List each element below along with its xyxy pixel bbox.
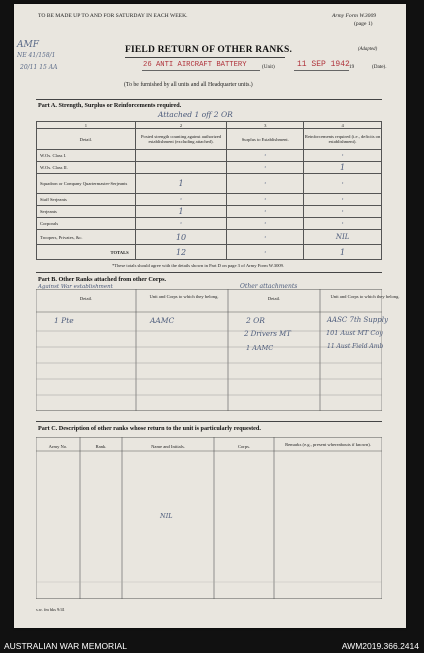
surplus-value: ·	[227, 174, 304, 194]
column-header: Detail.	[79, 296, 93, 301]
entry-detail: 1 AAMC	[246, 344, 274, 352]
form-page	[14, 4, 406, 628]
reinf-value: NIL	[304, 230, 382, 245]
part-a-table	[36, 121, 382, 260]
total-posted: 12	[135, 245, 227, 260]
total-surplus: ·	[227, 245, 304, 260]
reinf-value: ·	[304, 206, 382, 218]
entry-unit: 101 Aust MT Coy	[326, 329, 383, 337]
caption-right: AWM2019.366.2414	[341, 641, 419, 651]
surplus-value: ·	[227, 218, 304, 230]
caption-left: AUSTRALIAN WAR MEMORIAL	[4, 641, 127, 651]
surplus-value: ·	[227, 150, 304, 162]
table-row	[37, 150, 382, 162]
row-detail: Staff Serjeants	[37, 194, 136, 206]
row-detail: Squadron or Company Quartermaster-Serjeants	[37, 174, 136, 194]
table-row	[37, 174, 382, 194]
part-b-annotation-right: Other attachments	[240, 283, 298, 290]
row-detail: Corporals	[37, 218, 136, 230]
date-rule	[294, 70, 349, 71]
surplus-value: ·	[227, 230, 304, 245]
date-stamp: 11 SEP 1942	[297, 60, 350, 69]
table-row	[37, 162, 382, 174]
form-title: FIELD RETURN OF OTHER RANKS.	[125, 45, 293, 55]
title-underline	[125, 57, 285, 58]
reinf-value: ·	[304, 150, 382, 162]
part-c-top-rule	[36, 421, 382, 422]
margin-note-1: AMF	[17, 40, 39, 50]
part-a-title: Part A. Strength, Surplus or Reinforcements required.	[38, 102, 182, 109]
totals-label: TOTALS	[37, 245, 136, 260]
entry-detail: 2 OR	[246, 316, 265, 325]
adapted-note: (Adapted)	[358, 47, 378, 52]
posted-value: 1	[135, 174, 227, 194]
column-header: Remarks (e.g., present whereabouts if known).	[285, 442, 371, 447]
column-header: Rank.	[95, 444, 107, 449]
part-b-grid	[36, 289, 382, 411]
row-detail: W.Os. Class II.	[37, 162, 136, 174]
column-header: Surplus to Establishment.	[227, 129, 304, 150]
print-code: s.w. fm bks 9/41	[36, 607, 65, 612]
page-number: (page 1)	[354, 21, 373, 27]
entry-unit: AAMC	[150, 316, 175, 325]
entry-unit: 11 Aust Field Amb	[327, 343, 384, 350]
surplus-value: ·	[227, 162, 304, 174]
posted-value: ·	[135, 194, 227, 206]
part-c-grid	[36, 437, 382, 599]
table-row	[37, 206, 382, 218]
reinf-value: ·	[304, 218, 382, 230]
date-label: (Date).	[372, 64, 387, 70]
part-b-top-rule	[36, 272, 382, 273]
part-a-top-rule	[36, 99, 382, 100]
unit-stamp: 26 ANTI AIRCRAFT BATTERY	[143, 61, 247, 69]
army-form-number: Army Form W.3009	[332, 13, 377, 19]
furnish-note: (To be furnished by all units and all Headquarter units.)	[124, 82, 253, 88]
part-b-title: Part B. Other Ranks attached from other Corps.	[38, 276, 167, 283]
column-header: Name and Initials.	[151, 444, 185, 449]
posted-value: 10	[135, 230, 227, 245]
entry-unit: AASC 7th Supply	[327, 316, 388, 324]
table-row	[37, 194, 382, 206]
posted-value	[135, 162, 227, 174]
col-number: 3	[227, 122, 304, 129]
part-a-annotation: Attached 1 off 2 OR	[158, 110, 233, 119]
reinf-value: 1	[304, 162, 382, 174]
surplus-value: ·	[227, 194, 304, 206]
part-c-entry: NIL	[160, 512, 173, 520]
total-reinf: 1	[304, 245, 382, 260]
posted-value: 1	[135, 206, 227, 218]
posted-value	[135, 150, 227, 162]
reinf-value: ·	[304, 194, 382, 206]
table-row	[37, 230, 382, 245]
col-number: 2	[135, 122, 227, 129]
column-header: Reinforcements required (i.e., deficits on establishment).	[304, 129, 382, 150]
table-row	[37, 218, 382, 230]
totals-footnote: *These totals should agree with the details shown in Part D on page 3 of Army Form W.3009.	[112, 263, 285, 268]
entry-detail: 1 Pte	[54, 316, 74, 325]
margin-note-2: NE 41/158/1	[17, 52, 56, 59]
part-b-annotation-left: Against War establishment	[38, 284, 113, 290]
column-header: Unit and Corps to which they belong.	[330, 294, 400, 299]
column-header: Army No.	[48, 444, 68, 449]
year-prefix: 19	[349, 64, 355, 70]
totals-row	[37, 245, 382, 260]
column-header: Corps.	[237, 444, 251, 449]
col-number: 1	[37, 122, 136, 129]
reinf-value: ·	[304, 174, 382, 194]
archive-caption	[0, 633, 424, 653]
posted-value: ·	[135, 218, 227, 230]
weekly-instruction: TO BE MADE UP TO AND FOR SATURDAY IN EACH WEEK.	[38, 13, 188, 19]
row-detail: W.Os. Class I.	[37, 150, 136, 162]
unit-rule	[142, 70, 260, 71]
unit-label: (Unit)	[262, 64, 275, 70]
column-header: Posted strength counting against authorized establishment (excluding attached).	[135, 129, 227, 150]
col-number: 4	[304, 122, 382, 129]
row-detail: Serjeants	[37, 206, 136, 218]
margin-note-3: 20/11 15 AA	[20, 64, 58, 71]
entry-detail: 2 Drivers MT	[244, 330, 291, 338]
column-header: Detail.	[267, 296, 281, 301]
part-c-title: Part C. Description of other ranks whose return to the unit is particularly requested.	[38, 425, 261, 432]
surplus-value: ·	[227, 206, 304, 218]
column-header: Unit and Corps to which they belong.	[149, 294, 219, 299]
row-detail: Troopers, Privates, &c.	[37, 230, 136, 245]
column-header: Detail.	[37, 129, 136, 150]
